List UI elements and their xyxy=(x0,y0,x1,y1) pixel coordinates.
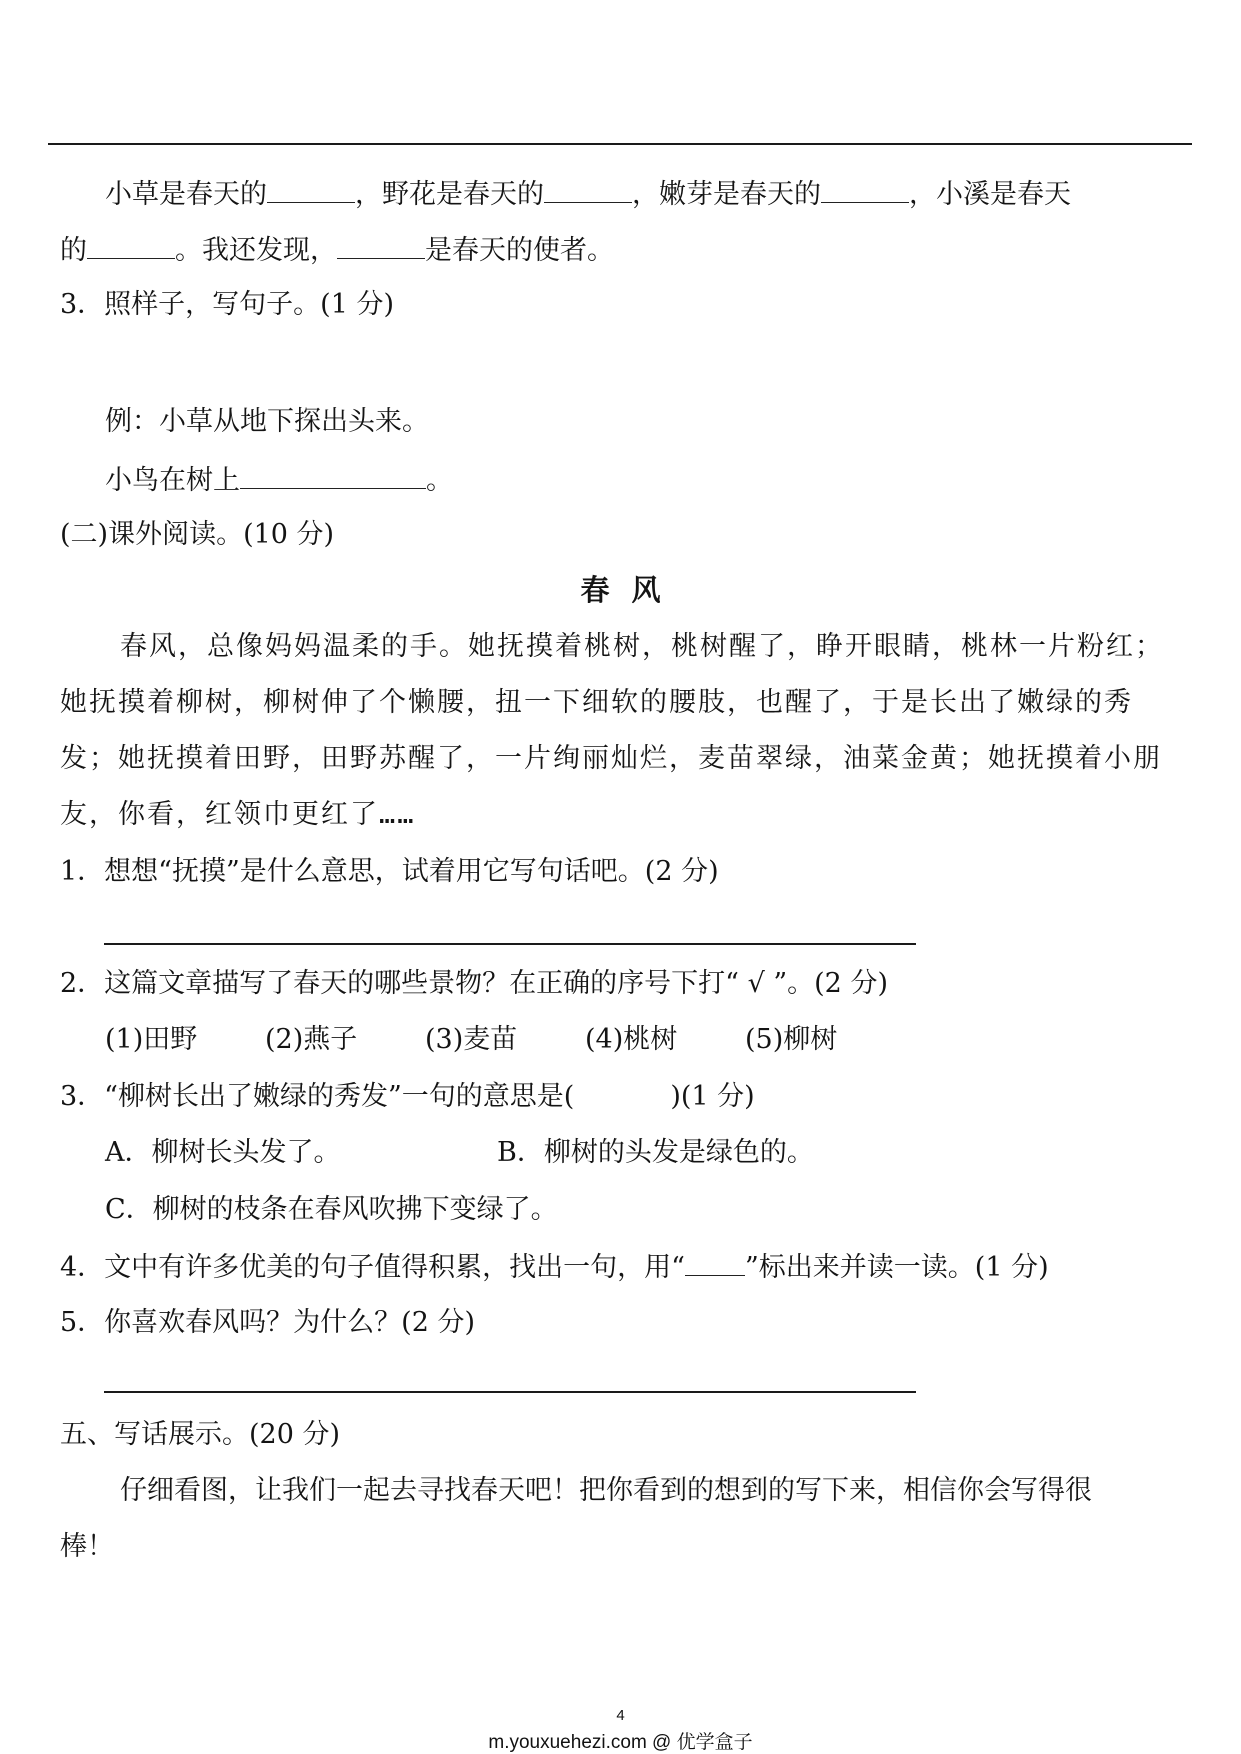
writing-instruction-line1: 仔细看图，让我们一起去寻找春天吧！把你看到的想到的写下来，相信你会写得很 xyxy=(120,1475,1092,1506)
option-wheat[interactable]: (3)麦苗 xyxy=(425,1024,518,1055)
answer-line[interactable] xyxy=(104,1391,916,1393)
choice-c[interactable]: C．柳树的枝条在春风吹拂下变绿了。 xyxy=(105,1194,558,1225)
reading-question-2: 2．这篇文章描写了春天的哪些景物？在正确的序号下打“ √ ”。(2 分) xyxy=(60,968,888,999)
reading-question-5: 5．你喜欢春风吗？为什么？(2 分) xyxy=(60,1307,476,1338)
answer-blank[interactable] xyxy=(267,176,355,203)
answer-blank[interactable] xyxy=(337,232,425,259)
answer-blank[interactable] xyxy=(240,462,426,489)
passage-line: 她抚摸着柳树，柳树伸了个懒腰，扭一下细软的腰肢，也醒了，于是长出了嫩绿的秀 xyxy=(60,687,1133,718)
text-segment: 。 xyxy=(426,465,453,496)
fill-in-sentence-line1 xyxy=(105,176,1071,212)
text-segment: )(1 分) xyxy=(670,1081,755,1112)
option-willow[interactable]: (5)柳树 xyxy=(745,1024,838,1055)
answer-blank[interactable] xyxy=(87,232,175,259)
text-segment: 是春天的使者。 xyxy=(425,235,614,266)
text-segment: 小草是春天的 xyxy=(105,179,267,210)
answer-blank[interactable] xyxy=(821,176,909,203)
passage-line: 友，你看，红领巾更红了…… xyxy=(60,799,416,830)
question-3-title: 3．照样子，写句子。(1 分) xyxy=(60,289,395,320)
header-rule xyxy=(48,143,1192,145)
passage-line: 发；她抚摸着田野，田野苏醒了，一片绚丽灿烂，麦苗翠绿，油菜金黄；她抚摸着小朋 xyxy=(60,743,1162,774)
text-segment: 。我还发现， xyxy=(175,235,337,266)
option-peach-tree[interactable]: (4)桃树 xyxy=(585,1024,678,1055)
text-segment: 4．文中有许多优美的句子值得积累，找出一句，用“ xyxy=(60,1252,685,1283)
passage-line: 春风，总像妈妈温柔的手。她抚摸着桃树，桃树醒了，睁开眼睛，桃林一片粉红； xyxy=(120,631,1164,662)
reading-question-1: 1．想想“抚摸”是什么意思，试着用它写句话吧。(2 分) xyxy=(60,856,719,887)
text-segment: ，野花是春天的 xyxy=(355,179,544,210)
choice-a[interactable]: A．柳树长头发了。 xyxy=(105,1137,341,1168)
example-sentence: 例：小草从地下探出头来。 xyxy=(105,406,429,437)
rewrite-prompt xyxy=(105,462,453,498)
section-writing-title: 五、写话展示。(20 分) xyxy=(60,1419,341,1450)
fill-in-sentence-line2 xyxy=(60,232,614,268)
section-extracurricular-reading-title: (二)课外阅读。(10 分) xyxy=(60,519,335,550)
site-watermark: m.youxuehezi.com @ 优学盒子 xyxy=(488,1732,753,1753)
answer-line[interactable] xyxy=(104,943,916,945)
page-number: 4 xyxy=(616,1707,625,1724)
text-segment: ，小溪是春天 xyxy=(909,179,1071,210)
reading-question-3 xyxy=(60,1080,755,1114)
text-segment: 3．“柳树长出了嫩绿的秀发”一句的意思是( xyxy=(60,1081,575,1112)
reading-question-4 xyxy=(60,1249,1049,1285)
answer-blank[interactable] xyxy=(544,176,632,203)
option-field[interactable]: (1)田野 xyxy=(105,1024,198,1055)
option-swallow[interactable]: (2)燕子 xyxy=(265,1024,358,1055)
text-segment: ”标出来并读一读。(1 分) xyxy=(744,1252,1049,1283)
text-segment: ，嫩芽是春天的 xyxy=(632,179,821,210)
passage-title: 春风 xyxy=(580,573,683,607)
reading-question-2-options xyxy=(105,1023,837,1057)
text-segment: 小鸟在树上 xyxy=(105,465,240,496)
underline-mark-sample xyxy=(685,1249,745,1276)
text-segment: 的 xyxy=(60,235,87,266)
writing-instruction-line2: 棒！ xyxy=(60,1531,114,1562)
choice-b[interactable]: B．柳树的头发是绿色的。 xyxy=(497,1137,814,1168)
